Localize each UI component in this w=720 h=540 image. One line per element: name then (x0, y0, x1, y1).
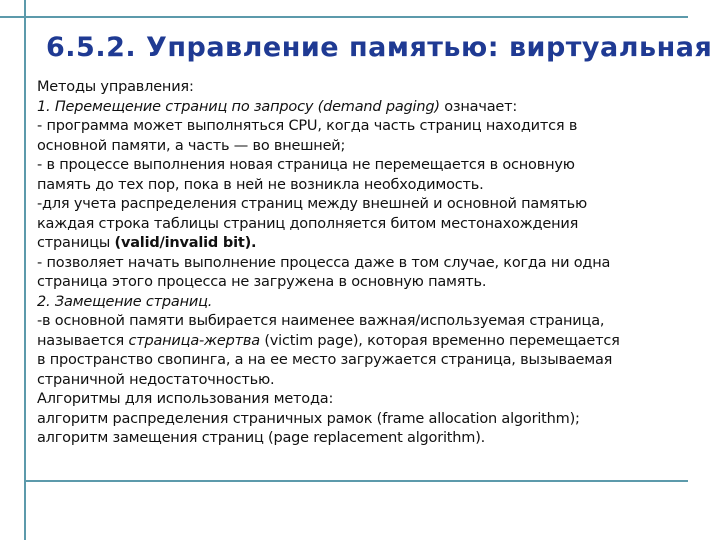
body-line-3: - программа может выполняться CPU, когда часть страниц находится в (37, 118, 578, 134)
body-line-13: -в основной памяти выбирается наименее важная/используемая страница, (37, 313, 605, 329)
body-line-8: каждая строка таблицы страниц дополняется битом местонахождения (37, 215, 579, 232)
body-line-19: алгоритм замещения страниц (page replacement algorithm). (37, 430, 486, 446)
demand-paging-suffix: означает: (439, 98, 518, 115)
page-replacement-heading: 2. Замещение страниц. (37, 293, 213, 310)
body-line-10: - позволяет начать выполнение процесса даже в том случае, когда ни одна (37, 254, 611, 271)
left-vertical-line (24, 0, 26, 540)
slide-title: 6.5.2. Управление памятью: виртуальная (46, 32, 713, 63)
valid-invalid-bit-term: (valid/invalid bit). (114, 235, 257, 251)
demand-paging-heading: 1. Перемещение страниц по запросу (demand paging) (37, 98, 440, 115)
body-line-14 (37, 332, 687, 352)
victim-suffix: (victim page), которая временно перемещается (259, 332, 620, 349)
body-line-12 (37, 293, 687, 313)
valid-bit-prefix: страницы (37, 235, 115, 251)
body-line-5: - в процессе выполнения новая страница не перемещается в основную (37, 157, 575, 173)
body-line-4: основной памяти, а часть — во внешней; (37, 137, 346, 154)
body-line-6: память до тех пор, пока в ней не возникла необходимость. (37, 176, 484, 193)
bottom-divider-line (24, 480, 688, 482)
body-line-11: страница этого процесса не загружена в основную память. (37, 274, 487, 290)
body-line-16: страничной недостаточностью. (37, 371, 275, 388)
body-line-1: Методы управления: (37, 79, 194, 95)
body-line-15: в пространство свопинга, а на ее место загружается страница, вызываемая (37, 352, 613, 368)
body-line-9 (37, 234, 687, 254)
body-line-2 (37, 98, 687, 118)
body-line-7: -для учета распределения страниц между внешней и основной памятью (37, 196, 587, 212)
victim-prefix: называется (37, 332, 129, 349)
body-line-17: Алгоритмы для использования метода: (37, 391, 334, 407)
top-divider-line (0, 16, 688, 18)
victim-page-term: страница-жертва (128, 332, 260, 349)
slide-body (37, 78, 687, 449)
body-line-18: алгоритм распределения страничных рамок (frame allocation algorithm); (37, 410, 580, 427)
